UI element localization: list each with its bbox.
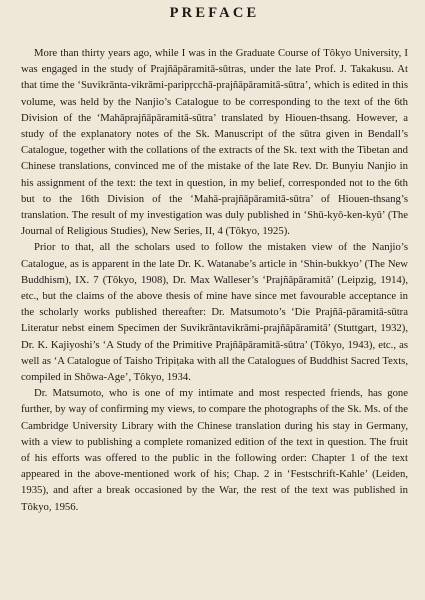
paragraph-2: Prior to that, all the scholars used to follow the mistaken view of the Nanjio’s Catalogue, as is apparent in the late Dr. K. Watanabe’s article in ‘Shin-bukkyo’ (The New Buddhism), IX. 7 (Tôkyo, 1908), Dr. Max Walleser’s ‘Prajñāpāramitā’ (Leipzig, 1914), etc., but the claims of the above thesis of mine have since met favourable acceptance in the scholarly works published thereafter: Dr. Matsumoto’s ‘Die Prajñā-pāramitā-sūtra Literatur nebst einem Specimen der Suvikrāntavikrāmi-prajñāpāramitā’ (Stuttgart, 1932), Dr. K. Kajiyoshi’s ‘A Study of the Primitive Prajñāpāramitā-sūtra’ (Tôkyo, 1943), etc., as well as ‘A Catalogue of Taisho Tripiṭaka with all the Catalogues of Buddhist Sacred Texts, compiled in Shōwa-Age’, Tôkyo, 1934. [21, 241, 408, 384]
page-title: PREFACE [169, 5, 260, 21]
paragraph-3: Dr. Matsumoto, who is one of my intimate and most respected friends, has gone further, by way of confirming my views, to compare the photographs of the Sk. Ms. of the Cambridge University Library with the Chinese translation during his stay in Germany, with a view to publishing a complete romanized edition of the text in question. The fruit of his efforts was offered to the public in the following order: Chapter 1 of the text appeared in the above-mentioned work of his; Chap. 2 in ‘Festschrift-Kahle’ (Leiden, 1935), and after a break occasioned by the War, the rest of the text was published in Tôkyo, 1956. [21, 387, 408, 513]
paragraph-1: More than thirty years ago, while I was in the Graduate Course of Tôkyo University, I was engaged in the study of Prajñāpāramitā-sūtras, under the late Prof. J. Takakusu. At that time the ‘Suvikrānta-vikrāmi-paripṛcchā-prajñāpāramitā-sūtra’, which is edited in this volume, was held by the Nanjio’s Catalogue to be corresponding to the text of the 6th Division of the ‘Mahāprajñāpāramitā-sūtra’ translated by Hiouen-thsang. However, a study of the explanatory notes of the Sk. Manuscript of the sūtra given in Bendall’s Catalogue, together with the collations of the extracts of the Sk. text with the Tibetan and Chinese translations, convinced me of the mistake of the late Rev. Dr. Bunyiu Nanjio in his assignment of the text: the text in question, in my belief, corresponded not to the 6th but to the 16th Division of the ‘Mahā-prajñāpāramitā-sūtra’ of Hiouen-thsang’s translation. The result of my investigation was duly published in ‘Shū-kyō-ken-kyū’ (The Journal of Religious Studies), New Series, II, 4 (Tôkyo, 1925). [21, 47, 408, 238]
